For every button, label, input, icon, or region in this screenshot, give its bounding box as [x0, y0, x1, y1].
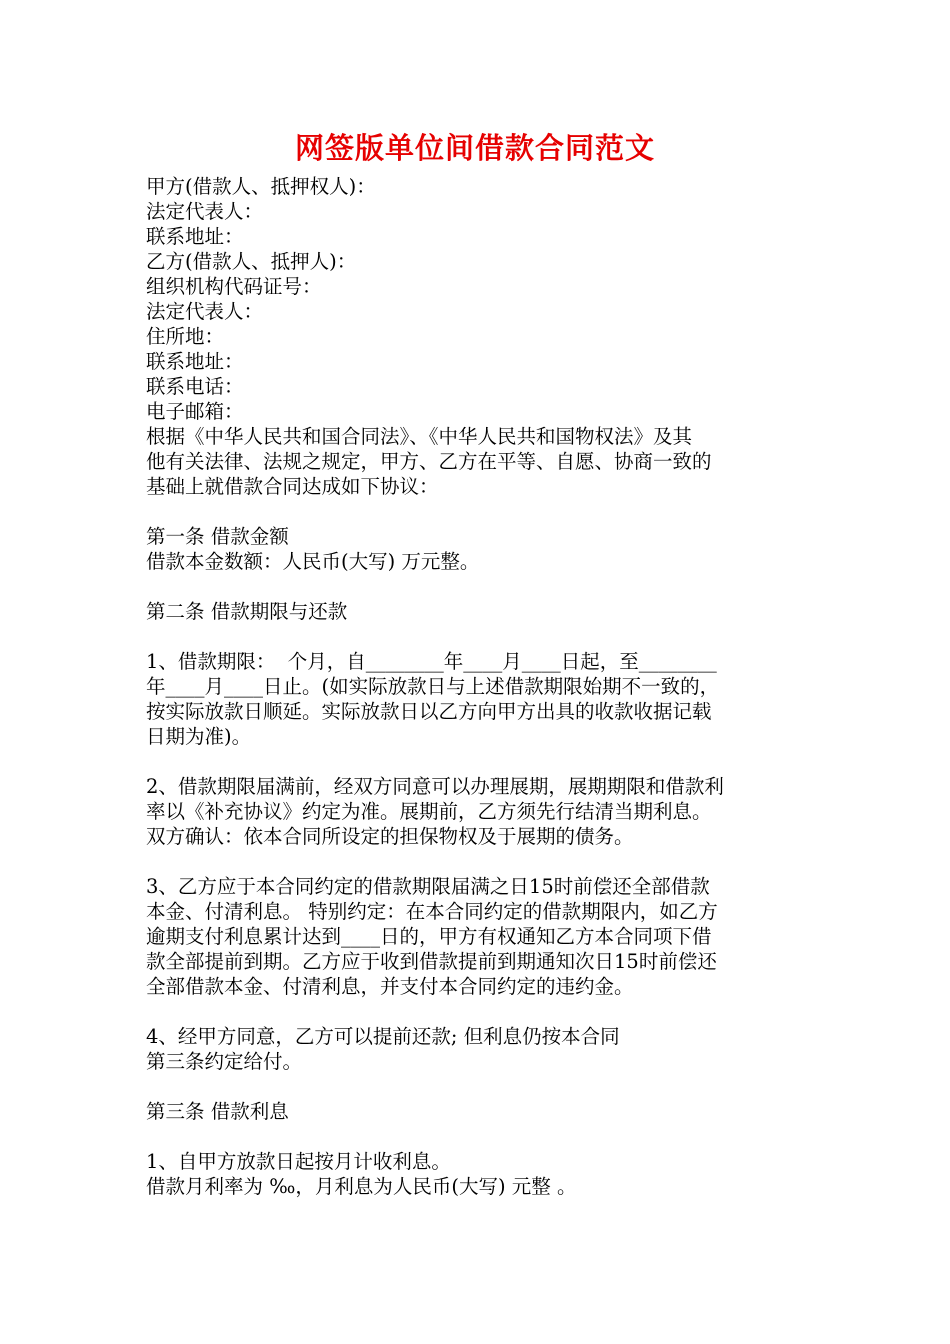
text-line: 本金、付清利息。 特别约定：在本合同约定的借款期限内，如乙方 [146, 900, 718, 923]
text-line: 年____月____日止。(如实际放款日与上述借款期限始期不一致的， [146, 675, 720, 698]
text-line: 法定代表人： [146, 200, 264, 223]
text-line: 1、自甲方放款日起按月计收利息。 [146, 1150, 451, 1173]
text-line: 日期为准)。 [146, 725, 252, 748]
text-line: 款全部提前到期。乙方应于收到借款提前到期通知次日15时前偿还 [146, 950, 717, 973]
text-line: 第一条 借款金额 [146, 525, 289, 548]
text-line: 住所地： [146, 325, 225, 348]
document-title: 网签版单位间借款合同范文 [294, 131, 655, 165]
text-line: 全部借款本金、付清利息，并支付本合同约定的违约金。 [146, 975, 634, 998]
text-line: 基础上就借款合同达成如下协议： [146, 475, 439, 498]
text-line: 联系地址： [146, 350, 244, 373]
blank-line [146, 849, 810, 874]
blank-line [146, 749, 810, 774]
text-line: 甲方(借款人、抵押权人)： [146, 175, 376, 198]
text-line: 第三条 借款利息 [146, 1100, 289, 1123]
text-line: 1、借款期限： 个月，自________年____月____日起，至________ [146, 650, 717, 673]
text-line: 逾期支付利息累计达到____日的，甲方有权通知乙方本合同项下借 [146, 925, 712, 948]
text-line: 联系地址： [146, 225, 244, 248]
blank-line [146, 624, 810, 649]
text-line: 法定代表人： [146, 300, 264, 323]
text-line: 他有关法律、法规之规定，甲方、乙方在平等、自愿、协商一致的 [146, 450, 712, 473]
blank-line [146, 499, 810, 524]
text-line: 联系电话： [146, 375, 244, 398]
text-line: 借款本金数额：人民币(大写) 万元整。 [146, 550, 480, 573]
text-line: 按实际放款日顺延。实际放款日以乙方向甲方出具的收款收据记载 [146, 700, 712, 723]
text-line: 3、乙方应于本合同约定的借款期限届满之日15时前偿还全部借款 [146, 875, 710, 898]
text-line: 借款月利率为 ‰，月利息为人民币(大写) 元整 。 [146, 1175, 577, 1198]
blank-line [146, 1074, 810, 1099]
blank-line [146, 999, 810, 1024]
text-line: 第二条 借款期限与还款 [146, 600, 348, 623]
text-line: 电子邮箱： [146, 400, 244, 423]
blank-line [146, 1124, 810, 1149]
text-line: 第三条约定给付。 [146, 1050, 303, 1073]
document-body [146, 174, 810, 1199]
blank-line [146, 574, 810, 599]
text-line: 根据《中华人民共和国合同法》、《中华人民共和国物权法》及其 [146, 425, 693, 448]
text-line: 乙方(借款人、抵押人)： [146, 250, 357, 273]
text-line: 率以《补充协议》约定为准。展期前，乙方须先行结清当期利息。 [146, 800, 712, 823]
text-line: 2、借款期限届满前，经双方同意可以办理展期，展期期限和借款利 [146, 775, 724, 798]
text-line: 组织机构代码证号： [146, 275, 322, 298]
text-line: 4、经甲方同意，乙方可以提前还款; 但利息仍按本合同 [146, 1025, 620, 1048]
text-line: 双方确认：依本合同所设定的担保物权及于展期的债务。 [146, 825, 634, 848]
